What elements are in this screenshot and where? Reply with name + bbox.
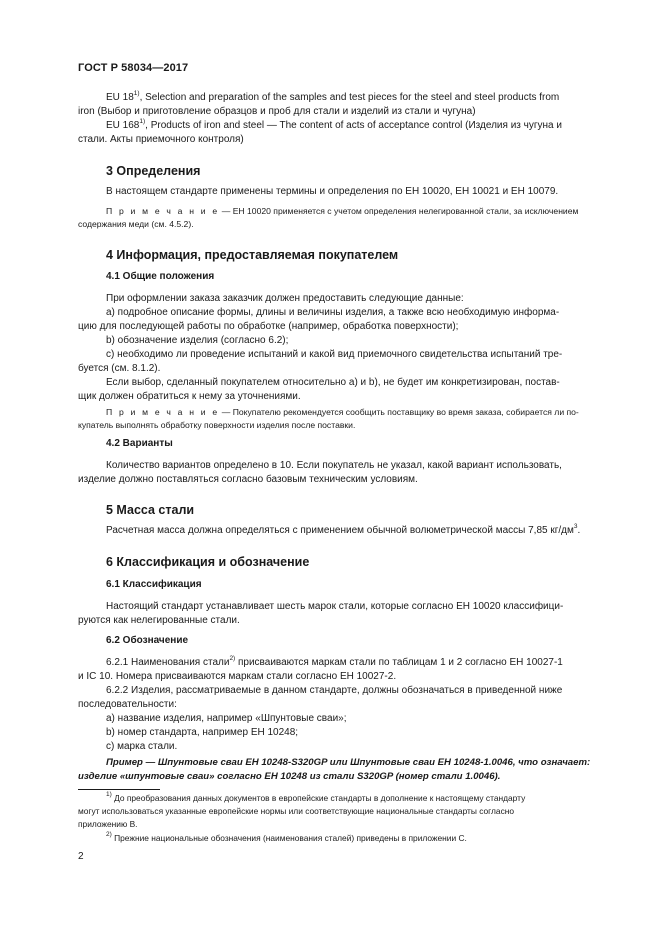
section-6-1-line1: Настоящий стандарт устанавливает шесть марок стали, которые согласно ЕН 10020 классифици- bbox=[106, 601, 564, 612]
list-item-a: а) название изделия, например «Шпунтовые сваи»; bbox=[106, 713, 347, 724]
section-5-title: 5 Масса стали bbox=[106, 503, 195, 517]
section-3-note-line2: содержания меди (см. 4.5.2). bbox=[78, 219, 194, 229]
page-number: 2 bbox=[78, 851, 84, 862]
section-4-note-line1: П р и м е ч а н и е — Покупателю рекомендуется сообщить поставщику во время заказа, собирается ли по- bbox=[106, 407, 579, 417]
list-item-b: b) номер стандарта, например ЕН 10248; bbox=[106, 727, 299, 738]
section-3-note-line1: П р и м е ч а н и е — ЕН 10020 применяется с учетом определения нелегированной стали, за исключением bbox=[106, 206, 579, 216]
footnote-2-line1: $^{2)}$ Прежние национальные обозначения (наименования сталей) приведены в приложении С. bbox=[106, 831, 467, 843]
section-4-1-line: щик должен обратиться к нему за уточнениями. bbox=[78, 391, 301, 402]
section-4-1-line: Если выбор, сделанный покупателем относительно а) и b), не будет им конкретизирован, постав- bbox=[106, 377, 560, 388]
section-6-2-1-line1: 6.2.1 Наименования стали$^{2)}$ присваиваются маркам стали по таблицам 1 и 2 согласно ЕН 10027-1 bbox=[106, 654, 563, 668]
example-line2: изделие «шпунтовые сваи» согласно ЕН 10248 из стали S320GP (номер стали 1.0046). bbox=[78, 771, 501, 782]
ref-eu168-line1: EU 168$^{1)}$, Products of iron and steel — The content of acts of acceptance control (Изделия из чугуна и bbox=[106, 117, 562, 131]
section-4-1-line: цию для последующей работы по обработке (например, обработка поверхности); bbox=[78, 321, 459, 332]
section-4-title: 4 Информация, предоставляемая покупателем bbox=[106, 248, 399, 262]
section-4-1-line: с) необходимо ли проведение испытаний и какой вид приемочного свидетельства испытаний тре- bbox=[106, 349, 563, 360]
section-4-1-line: а) подробное описание формы, длины и величины изделия, а также всю необходимую информа- bbox=[106, 307, 560, 318]
example-line1: Пример — Шпунтовые сваи ЕН 10248-S320GP или Шпунтовые сваи ЕН 10248-1.0046, что означает: bbox=[106, 757, 591, 768]
ref-eu18-line1: EU 18$^{1)}$, Selection and preparation of the samples and test pieces for the steel and steel products from bbox=[106, 89, 560, 103]
footnote-1-line1: $^{1)}$ До преобразования данных документов в европейские стандарты в дополнение к настоящему стандарту bbox=[106, 791, 526, 803]
section-6-1-line2: руются как нелегированные стали. bbox=[78, 615, 240, 626]
section-4-2-line2: изделие должно поставляться согласно базовым техническим условиям. bbox=[78, 474, 418, 485]
footnote-1-line3: приложению В. bbox=[78, 819, 138, 829]
section-4-note-line2: купатель выполнять обработку поверхности изделия после поставки. bbox=[78, 420, 356, 430]
section-4-1-line: b) обозначение изделия (согласно 6.2); bbox=[106, 335, 289, 346]
ref-eu168-line2: стали. Акты приемочного контроля) bbox=[78, 134, 244, 145]
section-6-2-1-line2: и IC 10. Номера присваиваются маркам стали согласно ЕН 10027-2. bbox=[78, 671, 397, 682]
section-4-2-title: 4.2 Варианты bbox=[106, 438, 173, 449]
section-4-1-line: буется (см. 8.1.2). bbox=[78, 363, 161, 374]
section-4-2-line1: Количество вариантов определено в 10. Если покупатель не указал, какой вариант использовать, bbox=[106, 460, 562, 471]
section-3-title: 3 Определения bbox=[106, 164, 201, 178]
list-item-c: с) марка стали. bbox=[106, 741, 178, 752]
section-4-1-title: 4.1 Общие положения bbox=[106, 271, 215, 282]
section-5-text: Расчетная масса должна определяться с применением обычной волюметрической массы 7,85 $кг/дм^3$. bbox=[106, 522, 581, 536]
footnote-1-line2: могут использоваться указанные европейские нормы или соответствующие национальные стандарты согласно bbox=[78, 806, 515, 816]
section-6-2-2-line2: последовательности: bbox=[78, 699, 177, 710]
section-6-1-title: 6.1 Классификация bbox=[106, 579, 202, 590]
footnote-divider bbox=[78, 789, 160, 790]
section-4-1-line: При оформлении заказа заказчик должен предоставить следующие данные: bbox=[106, 293, 464, 304]
doc-header: ГОСТ Р 58034—2017 bbox=[78, 62, 189, 74]
ref-eu18-line2: iron (Выбор и приготовление образцов и проб для стали и изделий из стали и чугуна) bbox=[78, 106, 476, 117]
section-6-2-title: 6.2 Обозначение bbox=[106, 635, 189, 646]
section-3-text: В настоящем стандарте применены термины и определения по ЕН 10020, ЕН 10021 и ЕН 10079. bbox=[106, 186, 559, 197]
section-6-title: 6 Классификация и обозначение bbox=[106, 555, 310, 569]
section-6-2-2-line1: 6.2.2 Изделия, рассматриваемые в данном стандарте, должны обозначаться в приведенной ниже bbox=[106, 685, 563, 696]
